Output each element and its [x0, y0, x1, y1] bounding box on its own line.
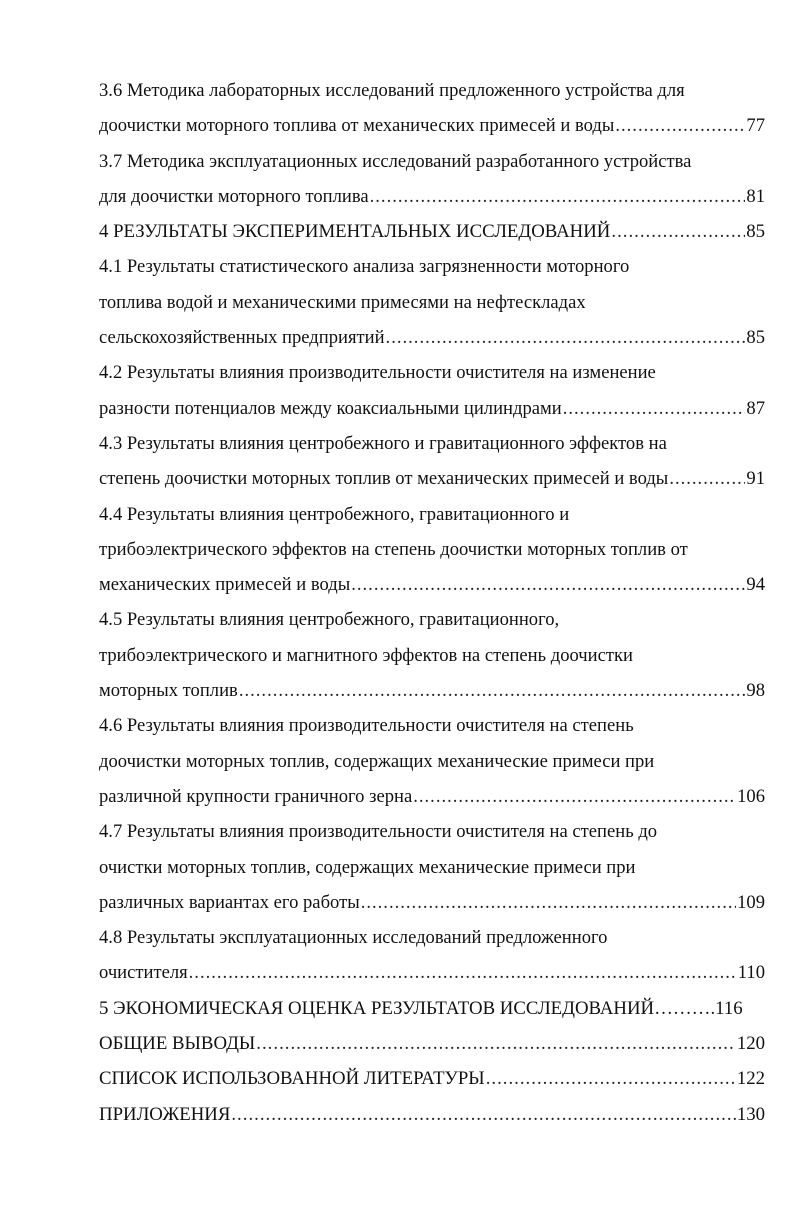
toc-page-number: 122 — [736, 1068, 765, 1090]
dot-leader — [413, 779, 736, 814]
toc-entry-text: 4 РЕЗУЛЬТАТЫ ЭКСПЕРИМЕНТАЛЬНЫХ ИССЛЕДОВАНИЙ — [99, 221, 611, 243]
dot-leader — [386, 320, 746, 355]
toc-entry-last-line — [99, 779, 765, 814]
toc-page-number: 81 — [746, 185, 765, 207]
toc-entry-last-line — [99, 955, 765, 990]
toc-entry-text: ОБЩИЕ ВЫВОДЫ — [99, 1033, 256, 1055]
toc-entry[interactable] — [99, 814, 765, 920]
toc-entry-text: степень доочистки моторных топлив от механических примесей и воды — [99, 468, 669, 490]
toc-entry-last-line — [99, 673, 765, 708]
toc-entry[interactable] — [99, 497, 765, 603]
toc-entry-text: 4.4 Результаты влияния центробежного, гравитационного и — [99, 503, 570, 525]
toc-entry-line — [99, 426, 765, 461]
toc-entry-last-line — [99, 567, 765, 602]
dot-leader — [370, 179, 746, 214]
toc-entry-line — [99, 920, 765, 955]
toc-entry-last-line — [99, 1061, 765, 1096]
toc-entry-line — [99, 814, 765, 849]
toc-entry-line — [99, 73, 765, 108]
toc-entry-last-line — [99, 461, 765, 496]
toc-entry-text: СПИСОК ИСПОЛЬЗОВАННОЙ ЛИТЕРАТУРЫ — [99, 1068, 485, 1090]
toc-entry-line — [99, 638, 765, 673]
dot-leader — [615, 108, 745, 143]
toc-entry-line — [99, 355, 765, 390]
toc-entry[interactable] — [99, 73, 765, 144]
toc-entry[interactable] — [99, 1061, 765, 1096]
toc-entry-text: доочистки моторных топлив, содержащих механические примеси при — [99, 750, 655, 772]
toc-entry-text: трибоэлектрического и магнитного эффектов на степень доочистки — [99, 644, 633, 666]
toc-page-number: 116 — [715, 997, 743, 1019]
dot-leader — [669, 461, 745, 496]
toc-entry-line — [99, 249, 765, 284]
toc-entry-line — [99, 285, 765, 320]
toc-entry[interactable] — [99, 708, 765, 814]
toc-entry-text: топлива водой и механическими примесями на нефтескладах — [99, 291, 586, 313]
toc-entry-text: различной крупности граничного зерна — [99, 785, 413, 807]
toc-entry-line — [99, 602, 765, 637]
dot-leader — [361, 885, 736, 920]
toc-entry-text: 4.6 Результаты влияния производительности очистителя на степень — [99, 715, 634, 737]
toc-page-number: 110 — [737, 962, 765, 984]
dot-leader — [231, 1097, 735, 1132]
dot-leader — [239, 673, 746, 708]
toc-entry-text: разности потенциалов между коаксиальными цилиндрами — [99, 397, 562, 419]
toc-entry-line — [99, 497, 765, 532]
toc-entry-text: для доочистки моторного топлива — [99, 185, 369, 207]
table-of-contents — [99, 73, 765, 1132]
toc-page-number: 98 — [746, 680, 765, 702]
toc-entry-line — [99, 744, 765, 779]
toc-entry[interactable] — [99, 144, 765, 215]
toc-entry[interactable] — [99, 920, 765, 991]
toc-entry-text: очистки моторных топлив, содержащих механические примеси при — [99, 856, 636, 878]
dot-leader — [611, 214, 745, 249]
toc-entry-text: 3.7 Методика эксплуатационных исследований разработанного устройства — [99, 150, 692, 172]
toc-entry-line — [99, 532, 765, 567]
toc-entry-last-line — [99, 1097, 765, 1132]
toc-page-number: 109 — [737, 891, 765, 913]
toc-entry-text: трибоэлектрического эффектов на степень доочистки моторных топлив от — [99, 538, 688, 560]
toc-entry-text: различных вариантах его работы — [99, 891, 360, 913]
toc-entry-text: 4.7 Результаты влияния производительности очистителя на степень до — [99, 821, 658, 843]
toc-entry-text: 4.5 Результаты влияния центробежного, гравитационного, — [99, 609, 560, 631]
toc-entry-last-line — [99, 320, 765, 355]
toc-entry-last-line — [99, 108, 765, 143]
toc-entry-text: моторных топлив — [99, 680, 238, 702]
toc-page-number: 91 — [746, 468, 765, 490]
toc-page-number: 120 — [736, 1033, 765, 1055]
toc-page-number: 85 — [746, 221, 765, 243]
toc-entry-line — [99, 850, 765, 885]
toc-entry-last-line — [99, 991, 765, 1026]
dot-leader — [189, 955, 737, 990]
toc-page-number: 130 — [736, 1103, 765, 1125]
toc-entry-line — [99, 708, 765, 743]
toc-entry-text: сельскохозяйственных предприятий — [99, 327, 385, 349]
toc-page-number: 85 — [746, 327, 765, 349]
toc-entry-text: 4.8 Результаты эксплуатационных исследований предложенного — [99, 927, 608, 949]
dot-leader — [256, 1026, 736, 1061]
dot-leader — [351, 567, 745, 602]
toc-entry[interactable] — [99, 1097, 765, 1132]
toc-entry[interactable] — [99, 355, 765, 426]
toc-entry-text: доочистки моторного топлива от механических примесей и воды — [99, 115, 615, 137]
toc-entry[interactable] — [99, 426, 765, 497]
toc-entry-text: 4.2 Результаты влияния производительности очистителя на изменение — [99, 362, 656, 384]
toc-entry-text: 4.3 Результаты влияния центробежного и гравитационного эффектов на — [99, 432, 667, 454]
toc-entry-last-line — [99, 1026, 765, 1061]
toc-entry[interactable] — [99, 214, 765, 249]
toc-entry-text: 5 ЭКОНОМИЧЕСКАЯ ОЦЕНКА РЕЗУЛЬТАТОВ ИССЛЕДОВАНИЙ………. — [99, 997, 716, 1019]
toc-entry-text: ПРИЛОЖЕНИЯ — [99, 1103, 231, 1125]
toc-entry[interactable] — [99, 1026, 765, 1061]
toc-entry-last-line — [99, 179, 765, 214]
toc-page-number: 94 — [746, 574, 765, 596]
dot-leader — [486, 1061, 736, 1096]
toc-entry[interactable] — [99, 249, 765, 355]
toc-page-number: 106 — [737, 785, 765, 807]
toc-entry-last-line — [99, 214, 765, 249]
toc-entry-text: очистителя — [99, 962, 188, 984]
toc-entry-last-line — [99, 885, 765, 920]
toc-entry-last-line — [99, 391, 765, 426]
toc-entry-text: механических примесей и воды — [99, 574, 351, 596]
toc-entry-text: 4.1 Результаты статистического анализа загрязненности моторного — [99, 256, 630, 278]
toc-entry[interactable] — [99, 602, 765, 708]
dot-leader — [563, 391, 746, 426]
toc-page-number: 87 — [746, 397, 765, 419]
toc-page-number: 77 — [746, 115, 765, 137]
toc-entry-line — [99, 144, 765, 179]
toc-entry-text: 3.6 Методика лабораторных исследований предложенного устройства для — [99, 80, 685, 101]
toc-entry[interactable] — [99, 991, 765, 1026]
